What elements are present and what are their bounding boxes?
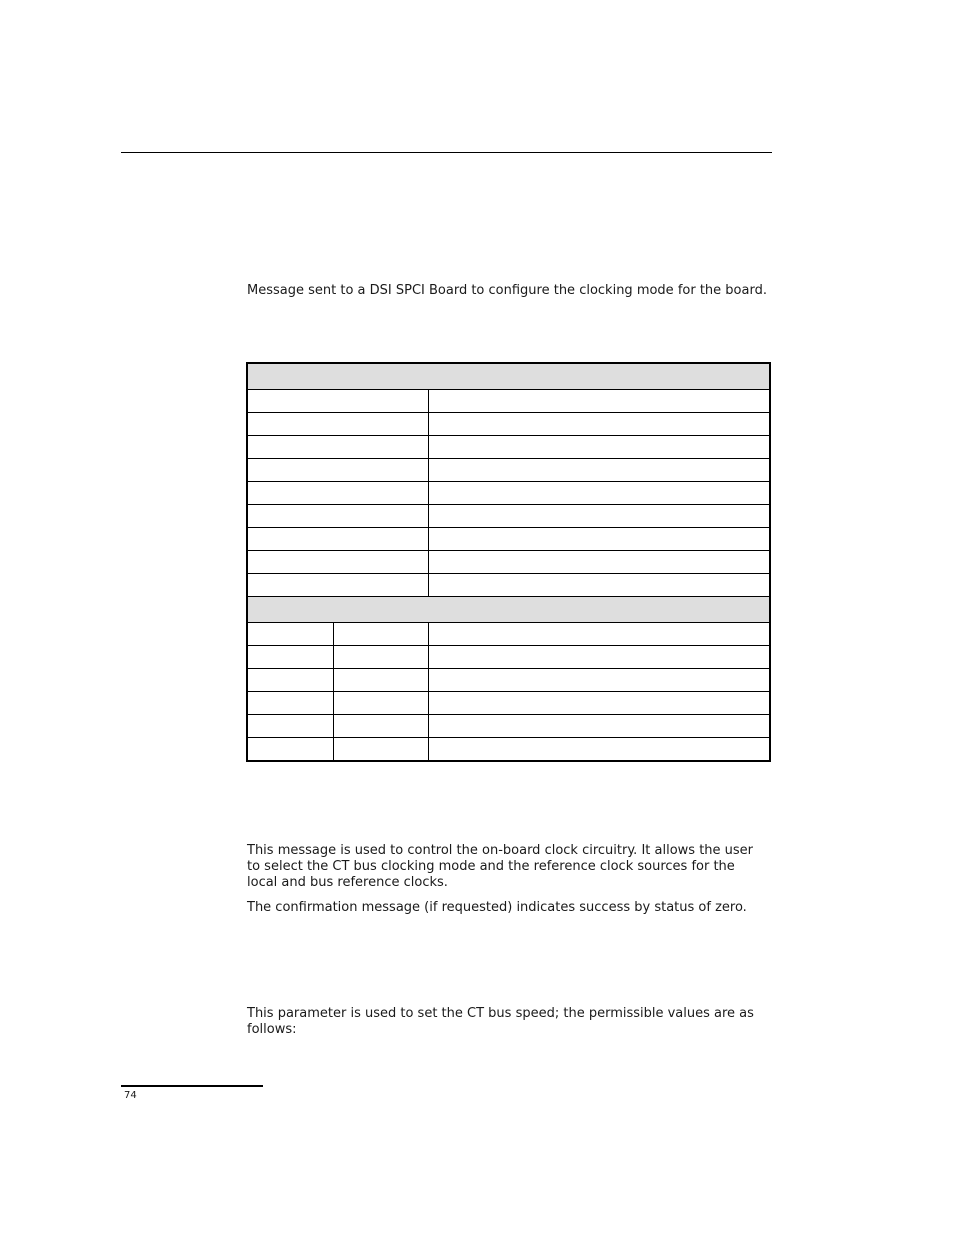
table-row [247,482,770,505]
table-cell [247,623,333,646]
table-row [247,459,770,482]
table-cell [428,459,770,482]
table-cell [428,623,770,646]
table-cell [247,390,428,413]
description-paragraph-1: This message is used to control the on-board clock circuitry. It allows the user to select the CT bus clocking mode and the reference clock sources for the local and bus reference clocks. [247,843,754,890]
table-cell [428,574,770,597]
table-section-header-parameter-area [247,597,770,623]
table-cell [247,646,333,669]
message-format-table [246,362,771,762]
table-row [247,623,770,646]
table-row [247,551,770,574]
table-cell [428,482,770,505]
table-row [247,390,770,413]
table-row [247,669,770,692]
table-cell [247,715,333,738]
table-cell [247,363,770,390]
parameter-paragraph: This parameter is used to set the CT bus speed; the permissible values are as follows: [247,1006,754,1037]
table-row [247,574,770,597]
table-cell [247,669,333,692]
table-cell [247,505,428,528]
table-cell [428,646,770,669]
table-cell [428,692,770,715]
table-cell [247,574,428,597]
table-row [247,715,770,738]
table-cell [428,390,770,413]
table-cell [247,738,333,762]
table-cell [428,413,770,436]
table-cell [333,669,428,692]
table-cell [247,413,428,436]
table-cell [428,551,770,574]
table-cell [428,505,770,528]
page-number: 74 [124,1090,137,1101]
intro-paragraph: Message sent to a DSI SPCI Board to configure the clocking mode for the board. [247,283,767,298]
table-row [247,528,770,551]
table-cell [247,459,428,482]
table-cell [247,551,428,574]
description-paragraph-2: The confirmation message (if requested) indicates success by status of zero. [247,900,747,915]
table-cell [333,715,428,738]
table-cell [333,692,428,715]
table-cell [247,692,333,715]
table-cell [333,738,428,762]
table-cell [247,482,428,505]
table-row [247,436,770,459]
table-cell [247,436,428,459]
table-row [247,413,770,436]
table-cell [428,669,770,692]
table-cell [247,528,428,551]
table-section-header-message-header [247,363,770,390]
table-cell [333,646,428,669]
table-row [247,738,770,762]
header-rule [121,152,772,153]
table-cell [428,436,770,459]
table-cell [333,623,428,646]
table-row [247,505,770,528]
table-cell [247,597,770,623]
table-cell [428,715,770,738]
footer-rule [121,1085,263,1087]
table-row [247,646,770,669]
table-cell [428,528,770,551]
table-row [247,692,770,715]
table-cell [428,738,770,762]
